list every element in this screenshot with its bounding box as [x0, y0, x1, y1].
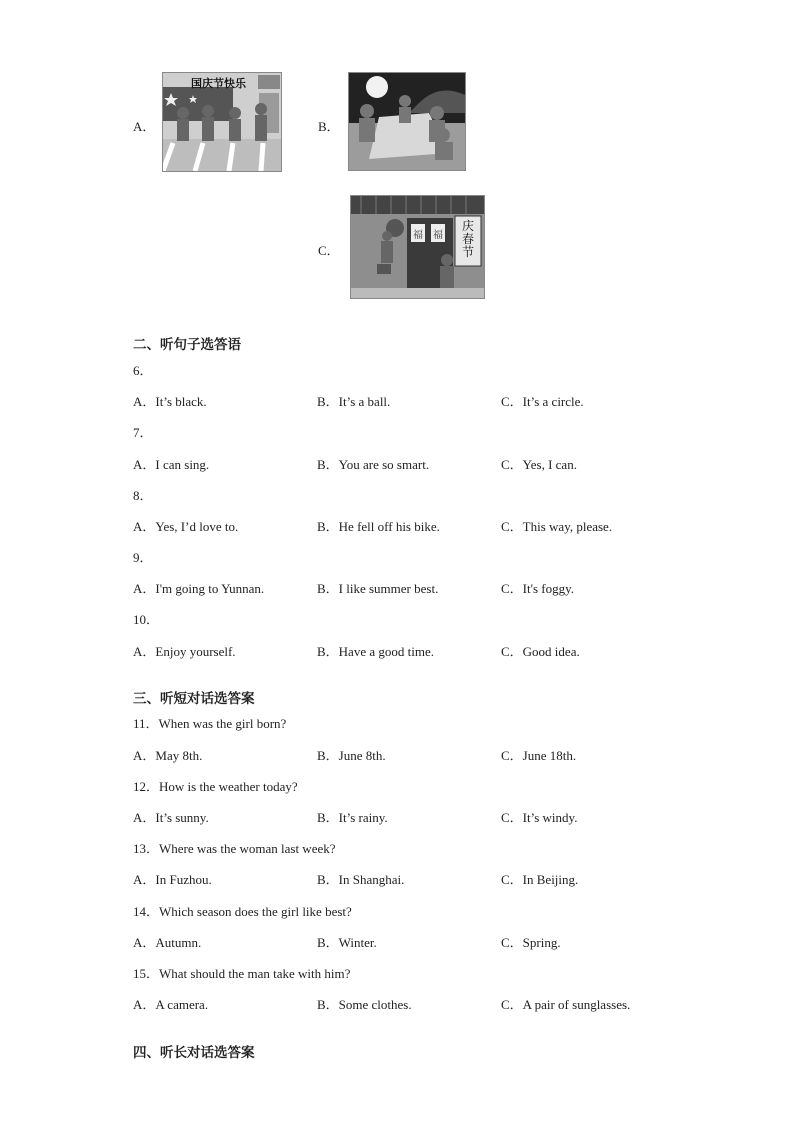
couplet-right: 福	[433, 230, 443, 241]
option-b[interactable]: B．You are so smart.	[317, 457, 430, 472]
spring-festival-picture	[350, 195, 485, 299]
answer-options-row	[133, 869, 733, 887]
picture-option-b-label: B．	[318, 119, 340, 134]
option-a[interactable]: A．I'm going to Yunnan.	[133, 581, 265, 596]
option-c[interactable]: C．June 18th.	[501, 748, 577, 763]
option-b[interactable]: B．Some clothes.	[317, 997, 412, 1012]
question-text: 13．Where was the woman last week?	[133, 841, 336, 856]
option-a[interactable]: A．Autumn.	[133, 935, 202, 950]
option-a[interactable]: A．It’s sunny.	[133, 810, 209, 825]
option-c[interactable]: C．Yes, I can.	[501, 457, 577, 472]
option-b[interactable]: B．Have a good time.	[317, 644, 434, 659]
question-text: 11．When was the girl born?	[133, 716, 287, 731]
option-b[interactable]: B．He fell off his bike.	[317, 519, 440, 534]
question-number: 7．	[133, 425, 153, 440]
option-b[interactable]: B．It’s rainy.	[317, 810, 388, 825]
option-b[interactable]: B．Winter.	[317, 935, 377, 950]
option-b[interactable]: B．June 8th.	[317, 748, 386, 763]
question-number: 8．	[133, 488, 153, 503]
national-day-picture	[162, 72, 282, 172]
question-number: 6．	[133, 363, 153, 378]
option-a[interactable]: A．May 8th.	[133, 748, 203, 763]
option-c[interactable]: C．It’s a circle.	[501, 394, 584, 409]
spring-festival-sign: 庆春节	[461, 219, 474, 259]
section-title-listen-short-dialogues: 三、听短对话选答案	[133, 691, 255, 707]
option-a[interactable]: A．Enjoy yourself.	[133, 644, 236, 659]
question-text: 15．What should the man take with him?	[133, 966, 351, 981]
mid-autumn-picture	[348, 72, 466, 171]
answer-options-row	[133, 641, 733, 659]
question-text: 14．Which season does the girl like best?	[133, 904, 352, 919]
answer-options-row	[133, 578, 733, 596]
answer-options-row	[133, 932, 733, 950]
option-c[interactable]: C．It's foggy.	[501, 581, 574, 596]
answer-options-row	[133, 516, 733, 534]
option-c[interactable]: C．Good idea.	[501, 644, 580, 659]
mid-autumn-illustration	[349, 73, 465, 170]
option-a[interactable]: A．Yes, I’d love to.	[133, 519, 239, 534]
option-c[interactable]: C．This way, please.	[501, 519, 613, 534]
answer-options-row	[133, 994, 733, 1012]
answer-options-row	[133, 454, 733, 472]
section-title-listen-sentences: 二、听句子选答语	[133, 337, 241, 353]
question-text: 12．How is the weather today?	[133, 779, 298, 794]
answer-options-row	[133, 807, 733, 825]
option-b[interactable]: B．It’s a ball.	[317, 394, 391, 409]
couplet-left: 福	[413, 230, 423, 241]
question-number: 10．	[133, 612, 160, 627]
picture-option-c-label: C．	[318, 243, 340, 258]
option-a[interactable]: A．In Fuzhou.	[133, 872, 212, 887]
option-c[interactable]: C．In Beijing.	[501, 872, 579, 887]
option-c[interactable]: C．Spring.	[501, 935, 561, 950]
answer-options-row	[133, 745, 733, 763]
option-b[interactable]: B．In Shanghai.	[317, 872, 405, 887]
option-c[interactable]: C．A pair of sunglasses.	[501, 997, 631, 1012]
answer-options-row	[133, 391, 733, 409]
option-c[interactable]: C．It’s windy.	[501, 810, 578, 825]
option-a[interactable]: A．I can sing.	[133, 457, 210, 472]
question-number: 9．	[133, 550, 153, 565]
section-title-listen-long-dialogues: 四、听长对话选答案	[133, 1045, 255, 1061]
option-b[interactable]: B．I like summer best.	[317, 581, 439, 596]
national-day-sign: 国庆节快乐	[191, 77, 246, 90]
option-a[interactable]: A．A camera.	[133, 997, 209, 1012]
option-a[interactable]: A．It’s black.	[133, 394, 207, 409]
picture-option-a-label: A．	[133, 119, 156, 134]
